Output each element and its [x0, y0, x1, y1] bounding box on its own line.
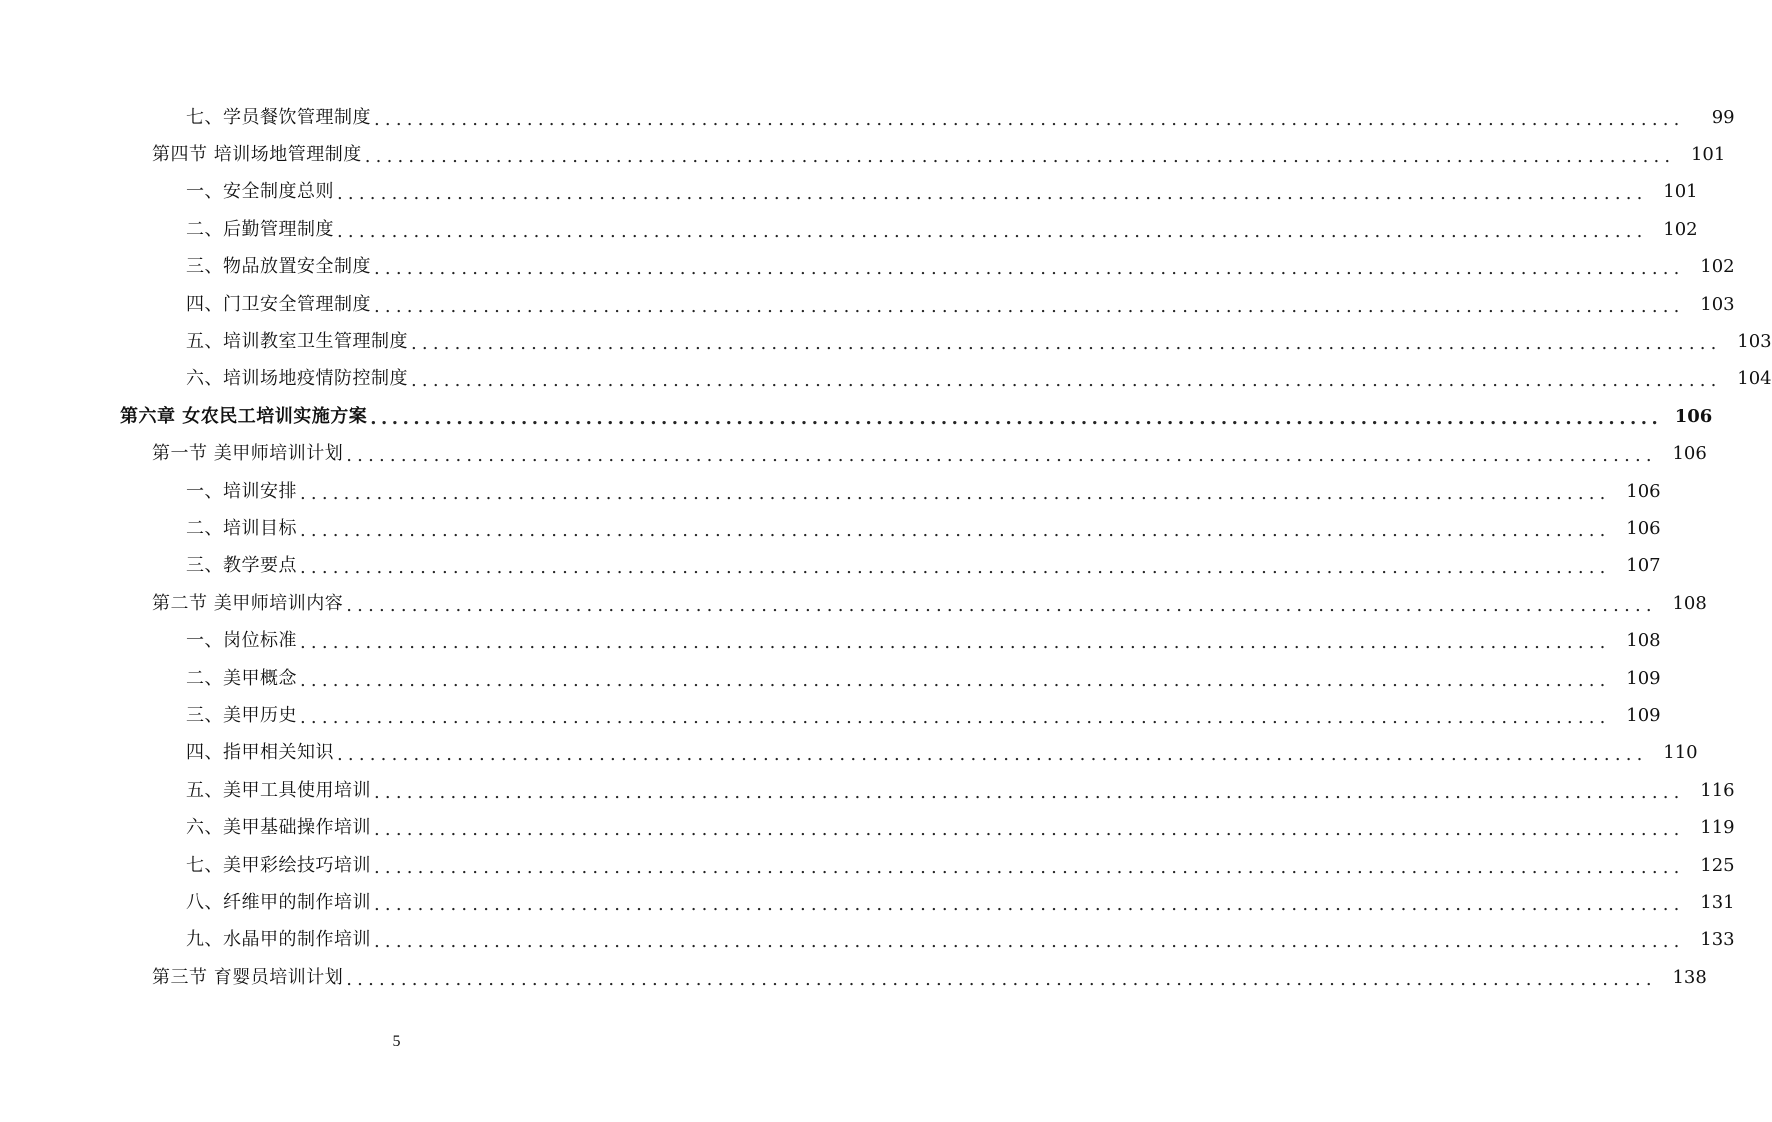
- toc-entry-title: 五、培训教室卫生管理制度: [186, 331, 408, 353]
- toc-dot-leader: ........................................................................................................................: [374, 893, 1685, 915]
- toc-chapter-entry[interactable]: [0, 398, 1713, 435]
- toc-dot-leader: ........................................................................................................................: [346, 594, 1657, 616]
- toc-item-entry[interactable]: [0, 809, 1735, 846]
- toc-dot-leader: ........................................................................................................................: [364, 146, 1676, 168]
- toc-item-entry[interactable]: [0, 548, 1661, 585]
- toc-entry-page-number: 106: [1626, 517, 1661, 539]
- toc-dot-leader: ........................................................................................................................: [337, 220, 1648, 242]
- toc-entry-title: 四、指甲相关知识: [186, 742, 334, 764]
- toc-item-entry[interactable]: [0, 473, 1661, 510]
- toc-entry-title: 三、教学要点: [186, 555, 297, 577]
- toc-entry-page-number: 101: [1690, 144, 1726, 166]
- toc-entry-page-number: 108: [1626, 630, 1661, 652]
- toc-entry-title: 第一节 美甲师培训计划: [152, 443, 344, 465]
- toc-dot-leader: ........................................................................................................................: [370, 407, 1663, 429]
- toc-entry-title: 六、培训场地疫情防控制度: [186, 368, 408, 390]
- toc-item-entry[interactable]: [0, 922, 1735, 959]
- toc-entry-page-number: 106: [1626, 480, 1661, 502]
- toc-dot-leader: ........................................................................................................................: [300, 519, 1611, 541]
- toc-item-entry[interactable]: [0, 772, 1735, 809]
- toc-dot-leader: ........................................................................................................................: [300, 482, 1611, 504]
- toc-entry-page-number: 102: [1663, 218, 1698, 240]
- page-number: 5: [392, 1033, 401, 1050]
- toc-item-entry[interactable]: [0, 660, 1661, 697]
- toc-dot-leader: ........................................................................................................................: [337, 744, 1648, 766]
- toc-item-entry[interactable]: [0, 622, 1661, 659]
- toc-entry-page-number: 133: [1700, 929, 1735, 951]
- toc-entry-title: 第四节 培训场地管理制度: [152, 144, 362, 166]
- toc-entry-page-number: 103: [1737, 331, 1772, 353]
- toc-entry-title: 一、安全制度总则: [186, 181, 334, 203]
- toc-item-entry[interactable]: [0, 697, 1661, 734]
- toc-dot-leader: ........................................................................................................................: [300, 632, 1611, 654]
- toc-dot-leader: ........................................................................................................................: [374, 108, 1685, 130]
- toc-section-entry[interactable]: [0, 959, 1707, 996]
- toc-entry-page-number: 131: [1700, 891, 1735, 913]
- toc-section-entry[interactable]: [0, 136, 1726, 173]
- toc-item-entry[interactable]: [0, 249, 1735, 286]
- toc-entry-page-number: 101: [1663, 181, 1698, 203]
- toc-entry-page-number: 106: [1674, 405, 1713, 427]
- toc-entry-title: 七、美甲彩绘技巧培训: [186, 854, 371, 876]
- toc-entry-title: 五、美甲工具使用培训: [186, 779, 371, 801]
- toc-dot-leader: ........................................................................................................................: [374, 295, 1685, 317]
- toc-item-entry[interactable]: [0, 361, 1772, 398]
- toc-entry-title: 三、物品放置安全制度: [186, 256, 371, 278]
- toc-item-entry[interactable]: [0, 884, 1735, 921]
- toc-section-entry[interactable]: [0, 585, 1707, 622]
- toc-entry-title: 六、美甲基础操作培训: [186, 817, 371, 839]
- toc-dot-leader: ........................................................................................................................: [346, 968, 1657, 990]
- toc-entry-page-number: 108: [1672, 592, 1707, 614]
- toc-dot-leader: ........................................................................................................................: [374, 258, 1685, 280]
- toc-dot-leader: ........................................................................................................................: [300, 557, 1611, 579]
- toc-entry-title: 二、培训目标: [186, 517, 297, 539]
- toc-entry-title: 二、后勤管理制度: [186, 218, 334, 240]
- toc-item-entry[interactable]: [0, 286, 1735, 323]
- toc-entry-page-number: 107: [1626, 555, 1661, 577]
- toc-entry-title: 一、岗位标准: [186, 630, 297, 652]
- toc-dot-leader: ........................................................................................................................: [300, 706, 1611, 728]
- toc-item-entry[interactable]: [0, 735, 1698, 772]
- toc-entry-title: 九、水晶甲的制作培训: [186, 929, 371, 951]
- toc-entry-page-number: 99: [1711, 106, 1735, 128]
- toc-item-entry[interactable]: [0, 211, 1698, 248]
- toc-entry-title: 二、美甲概念: [186, 667, 297, 689]
- toc-dot-leader: ........................................................................................................................: [300, 669, 1611, 691]
- toc-entry-page-number: 110: [1663, 742, 1698, 764]
- toc-dot-leader: ........................................................................................................................: [374, 819, 1685, 841]
- toc-entry-title: 三、美甲历史: [186, 704, 297, 726]
- table-of-contents: [0, 99, 1772, 996]
- toc-item-entry[interactable]: [0, 174, 1698, 211]
- toc-entry-page-number: 119: [1700, 817, 1735, 839]
- toc-dot-leader: ........................................................................................................................: [346, 445, 1657, 467]
- toc-dot-leader: ........................................................................................................................: [374, 931, 1685, 953]
- toc-entry-page-number: 109: [1626, 667, 1661, 689]
- toc-item-entry[interactable]: [0, 323, 1772, 360]
- toc-dot-leader: ........................................................................................................................: [411, 370, 1722, 392]
- toc-entry-title: 七、学员餐饮管理制度: [186, 106, 371, 128]
- toc-entry-page-number: 109: [1626, 704, 1661, 726]
- toc-dot-leader: ........................................................................................................................: [374, 781, 1685, 803]
- toc-entry-title: 四、门卫安全管理制度: [186, 293, 371, 315]
- toc-dot-leader: ........................................................................................................................: [337, 183, 1648, 205]
- toc-dot-leader: ........................................................................................................................: [411, 333, 1722, 355]
- toc-entry-page-number: 104: [1737, 368, 1772, 390]
- toc-section-entry[interactable]: [0, 436, 1707, 473]
- toc-entry-title: 第六章 女农民工培训实施方案: [120, 405, 368, 427]
- toc-entry-page-number: 102: [1700, 256, 1735, 278]
- toc-entry-title: 一、培训安排: [186, 480, 297, 502]
- toc-item-entry[interactable]: [0, 99, 1735, 136]
- toc-dot-leader: ........................................................................................................................: [374, 856, 1685, 878]
- toc-entry-page-number: 103: [1700, 293, 1735, 315]
- toc-entry-title: 第二节 美甲师培训内容: [152, 592, 344, 614]
- toc-entry-title: 八、纤维甲的制作培训: [186, 891, 371, 913]
- toc-entry-title: 第三节 育婴员培训计划: [152, 966, 344, 988]
- toc-item-entry[interactable]: [0, 847, 1735, 884]
- toc-entry-page-number: 138: [1672, 966, 1707, 988]
- toc-item-entry[interactable]: [0, 510, 1661, 547]
- toc-entry-page-number: 125: [1700, 854, 1735, 876]
- toc-entry-page-number: 116: [1700, 779, 1735, 801]
- toc-entry-page-number: 106: [1672, 443, 1707, 465]
